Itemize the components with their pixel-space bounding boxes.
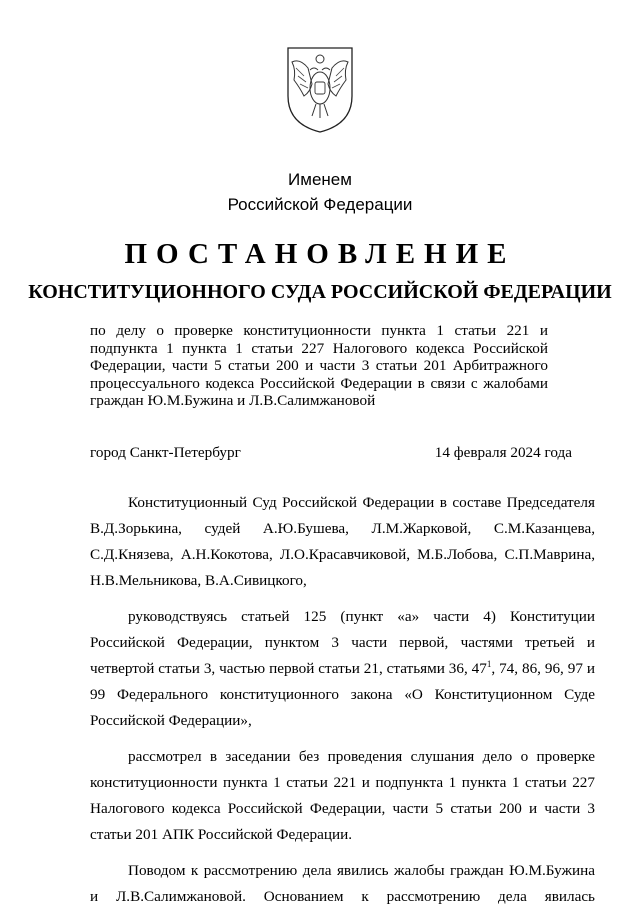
case-subject: по делу о проверке конституционности пункта 1 статьи 221 и подпункта 1 пункта 1 статьи 227 Налогового кодекса Российской Федерации, части 5 статьи 200 и части 3 статьи 201 Арбитражного процессуального кодекса Российской Федерации в связи с жалобами граждан Ю.М.Бужина и Л.В.Салимжановой (90, 322, 548, 409)
coat-of-arms-emblem (280, 40, 360, 136)
legal-basis-text-end: , 74, 86, 96, 97 и 99 Федерального конституционного закона «О Конституционном Суде Российской Федерации», (90, 660, 595, 729)
invocation-line-1: Именем (288, 170, 352, 189)
legal-basis-text-start: руководствуясь статьей 125 (пункт «а» части 4) Конституции Российской Федерации, пунктом 3 части первой, частями третьей и четвертой статьи 3, частью первой статьи 21, статьями 36, 47 (90, 608, 595, 677)
date-of-issue: 14 февраля 2024 года (434, 444, 572, 461)
paragraph-grounds: Поводом к рассмотрению дела явились жалобы граждан Ю.М.Бужина и Л.В.Салимжановой. Основанием к рассмотрению дела явилась (90, 862, 595, 905)
paragraph-considered: рассмотрел в заседании без проведения слушания дело о проверке конституционности пункта 1 статьи 221 и подпункта 1 пункта 1 статьи 227 Налогового кодекса Российской Федерации, части 5 статьи 200 и части 3 статьи 201 АПК Российской Федерации. (90, 748, 595, 843)
document-body (90, 490, 595, 920)
paragraph-composition: Конституционный Суд Российской Федерации в составе Председателя В.Д.Зорькина, судей А.Ю.Бушева, Л.М.Жарковой, С.М.Казанцева, С.Д.Князева, А.Н.Кокотова, Л.О.Красавчиковой, М.Б.Лобова, С.П.Маврина, Н.В.Мельникова, В.А.Сивицкого, (90, 494, 595, 589)
court-name: КОНСТИТУЦИОННОГО СУДА РОССИЙСКОЙ ФЕДЕРАЦИИ (28, 281, 612, 303)
paragraph-legal-basis (90, 604, 595, 734)
article-superscript: 1 (486, 658, 492, 669)
place-of-issue: город Санкт-Петербург (90, 444, 241, 461)
invocation-line-2: Российской Федерации (227, 195, 413, 214)
document-type-title: ПОСТАНОВЛЕНИЕ (124, 238, 516, 270)
